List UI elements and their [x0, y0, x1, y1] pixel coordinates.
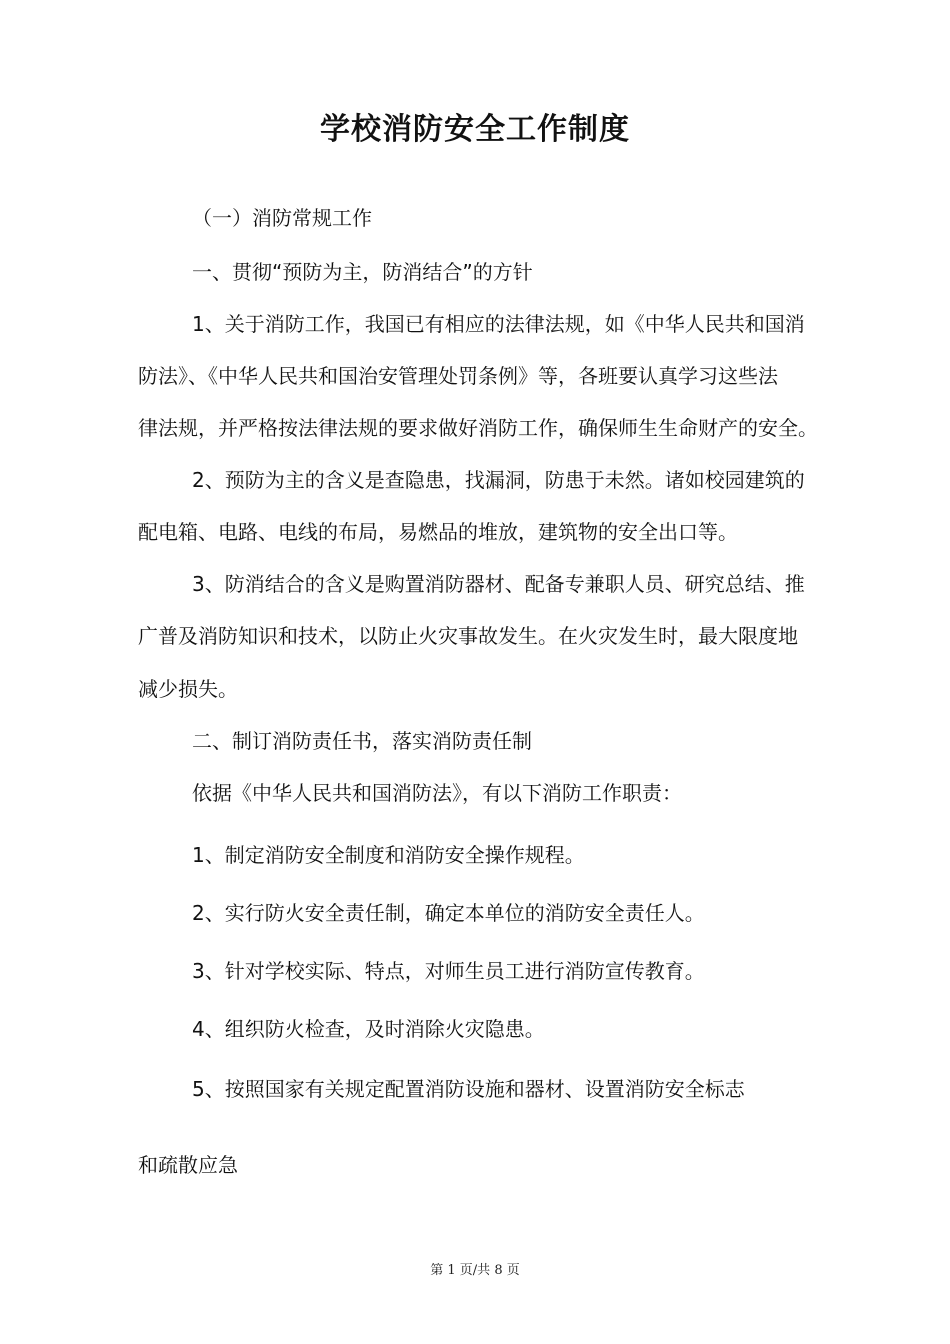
list-item: 5、按照国家有关规定配置消防设施和器材、设置消防安全标志 [192, 1077, 745, 1101]
subsection-heading: 一、贯彻“预防为主，防消结合”的方针 [192, 260, 533, 284]
subsection-heading: 二、制订消防责任书，落实消防责任制 [192, 729, 532, 753]
paragraph-line: 减少损失。 [138, 677, 238, 701]
paragraph-line: 广普及消防知识和技术，以防止火灾事故发生。在火灾发生时，最大限度地 [138, 624, 798, 648]
paragraph-line: 1、关于消防工作，我国已有相应的法律法规，如《中华人民共和国消 [192, 312, 805, 336]
document-title: 学校消防安全工作制度 [320, 112, 630, 147]
list-item: 1、制定消防安全制度和消防安全操作规程。 [192, 843, 585, 867]
list-item: 3、针对学校实际、特点，对师生员工进行消防宣传教育。 [192, 959, 705, 983]
list-item: 2、实行防火安全责任制，确定本单位的消防安全责任人。 [192, 901, 705, 925]
paragraph-line: 配电箱、电路、电线的布局，易燃品的堆放，建筑物的安全出口等。 [138, 520, 738, 544]
section-heading: （一）消防常规工作 [192, 206, 372, 230]
paragraph-line: 2、预防为主的含义是查隐患，找漏洞，防患于未然。诸如校园建筑的 [192, 468, 805, 492]
page-number: 第 1 页/共 8 页 [430, 1263, 520, 1278]
paragraph-line: 律法规，并严格按法律法规的要求做好消防工作，确保师生生命财产的安全。 [138, 416, 818, 440]
list-item: 4、组织防火检查，及时消除火灾隐患。 [192, 1017, 545, 1041]
paragraph-line: 依据《中华人民共和国消防法》，有以下消防工作职责： [192, 781, 682, 805]
paragraph-line: 3、防消结合的含义是购置消防器材、配备专兼职人员、研究总结、推 [192, 572, 805, 596]
paragraph-line: 防法》、《中华人民共和国治安管理处罚条例》等，各班要认真学习这些法 [138, 364, 778, 388]
paragraph-line: 和疏散应急 [138, 1153, 238, 1177]
